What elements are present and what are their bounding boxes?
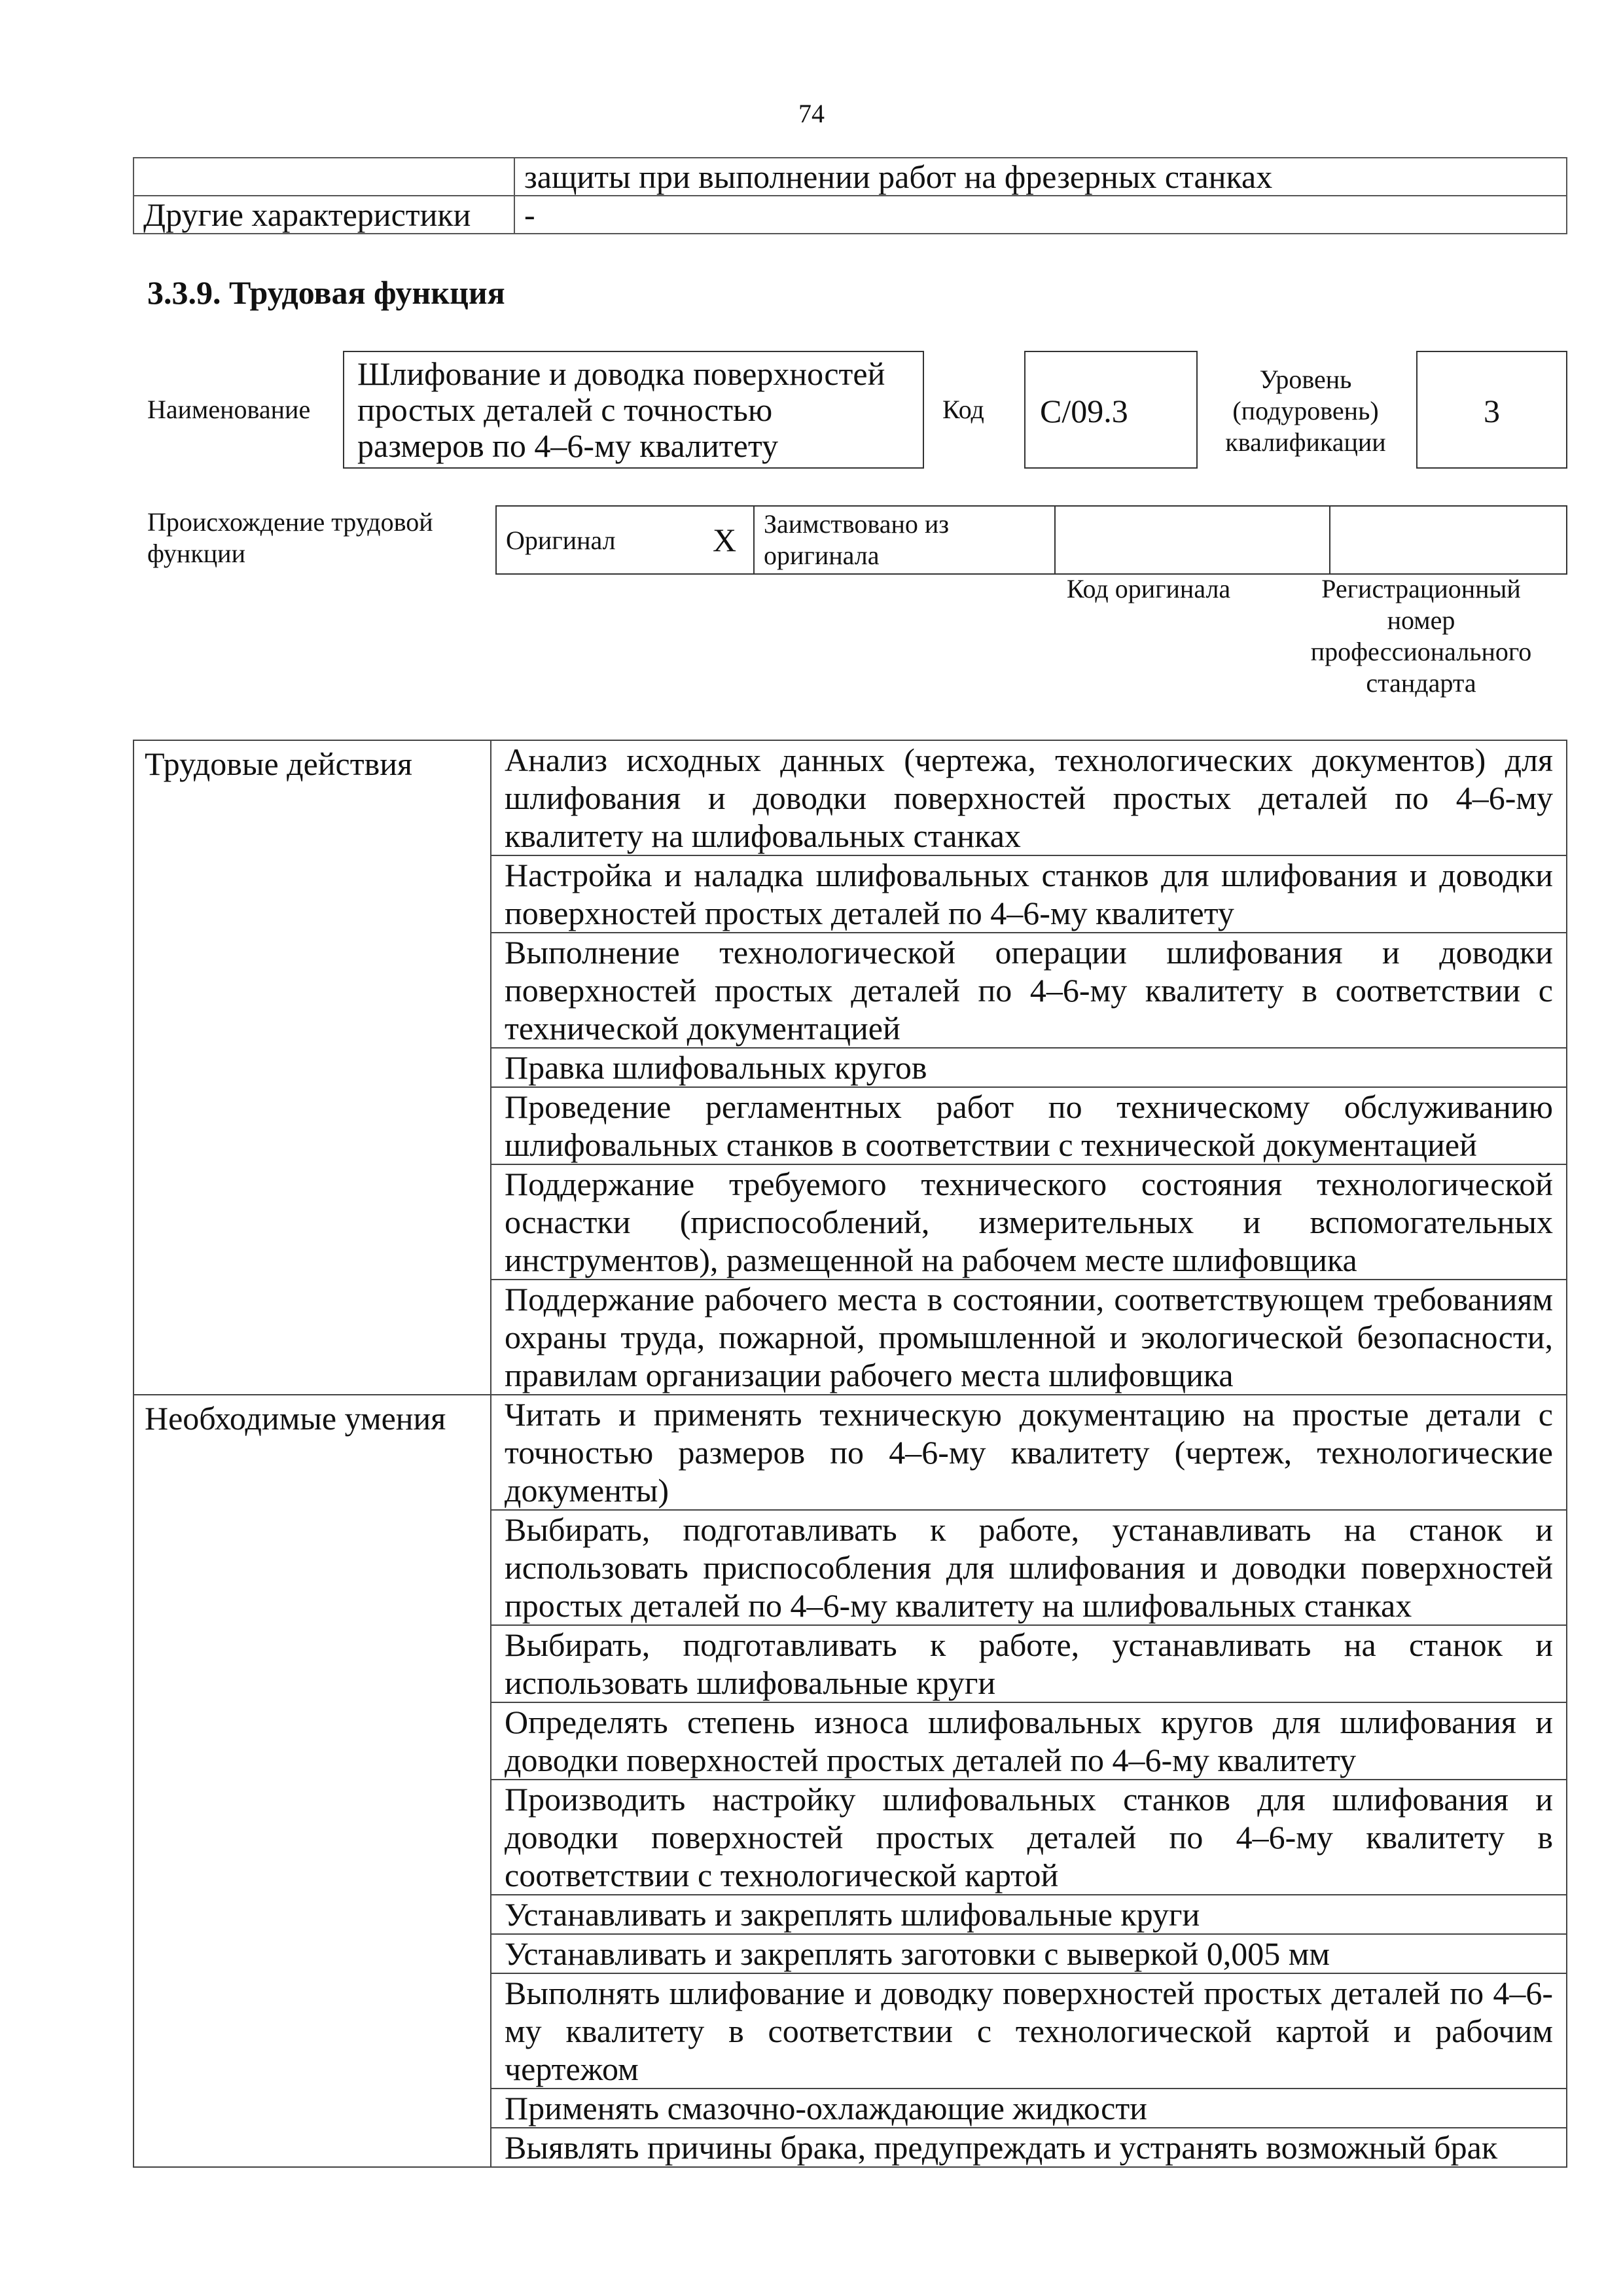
- action-item: Выполнение технологической операции шлифования и доводки поверхностей простых деталей по 4–6-му квалитету в соответствии с технической документацией: [491, 933, 1567, 1048]
- skill-item: Производить настройку шлифовальных станков для шлифования и доводки поверхностей простых деталей по 4–6-му квалитету в соответствии с технологической картой: [491, 1780, 1567, 1895]
- function-name-line: простых деталей с точностью: [357, 391, 773, 428]
- skills-group: [134, 1395, 1567, 2167]
- origin-label-line: Происхождение трудовой: [147, 507, 433, 537]
- level-label-line: квалификации: [1225, 427, 1386, 457]
- table-row: [496, 506, 1567, 574]
- table-row: [134, 158, 1567, 196]
- table-row: [134, 196, 1567, 234]
- action-item: Правка шлифовальных кругов: [491, 1048, 1567, 1087]
- row-label: Другие характеристики: [134, 196, 514, 234]
- action-item: Поддержание рабочего места в состоянии, соответствующем требованиям охраны труда, пожарной, промышленной и экологической безопасности, правилам организации рабочего места шлифовщика: [491, 1280, 1567, 1395]
- borrowed-line: оригинала: [764, 541, 880, 570]
- skills-label: Необходимые умения: [134, 1395, 491, 2167]
- skill-item: Читать и применять техническую документацию на простые детали с точностью размеров по 4–6-му квалитету (чертеж, технологические документы): [491, 1395, 1567, 1510]
- action-item: Поддержание требуемого технического состояния технологической оснастки (приспособлений, измерительных и вспомогательных инструментов), размещенной на рабочем месте шлифовщика: [491, 1164, 1567, 1280]
- reg-number-cell: [1330, 506, 1567, 574]
- function-name-line: Шлифование и доводка поверхностей: [357, 355, 885, 392]
- function-name-line: размеров по 4–6-му квалитету: [357, 427, 779, 464]
- level-label-line: Уровень: [1259, 365, 1352, 394]
- borrowed-line: Заимствовано из: [764, 509, 950, 539]
- skill-item: Устанавливать и закреплять шлифовальные круги: [491, 1895, 1567, 1934]
- original-mark: X: [696, 506, 754, 574]
- code-label: Код: [942, 395, 984, 424]
- function-name-box: [343, 351, 924, 469]
- skill-item: Выбирать, подготавливать к работе, устанавливать на станок и использовать приспособления для шлифования и доводки поверхностей простых деталей по 4–6-му квалитету на шлифовальных станках: [491, 1510, 1567, 1625]
- empty-cell: [134, 158, 514, 196]
- level-label: [1207, 364, 1404, 458]
- code-original-cell: [1055, 506, 1330, 574]
- reg-number-line: Регистрационный: [1321, 574, 1521, 603]
- skill-item: Выполнять шлифование и доводку поверхностей простых деталей по 4–6-му квалитету в соответствии с технологической картой и рабочим чертежом: [491, 1973, 1567, 2089]
- origin-table: [495, 505, 1567, 575]
- section-heading: 3.3.9. Трудовая функция: [147, 274, 505, 311]
- reg-number-line: номер: [1387, 605, 1455, 635]
- origin-label-line: функции: [147, 539, 245, 568]
- original-cell: Оригинал: [496, 506, 696, 574]
- skill-item: Определять степень износа шлифовальных кругов для шлифования и доводки поверхностей простых деталей по 4–6-му квалитету: [491, 1702, 1567, 1780]
- page-number: 74: [798, 99, 825, 128]
- reg-number-line: профессионального: [1310, 637, 1532, 666]
- row-value: защиты при выполнении работ на фрезерных станках: [514, 158, 1567, 196]
- table-row: [134, 1395, 1567, 1510]
- level-label-line: (подуровень): [1232, 396, 1379, 425]
- table-row: [134, 740, 1567, 855]
- skill-item: Выбирать, подготавливать к работе, устанавливать на станок и использовать шлифовальные круги: [491, 1625, 1567, 1702]
- actions-label: Трудовые действия: [134, 740, 491, 1395]
- origin-label: [147, 507, 433, 569]
- reg-number-line: стандарта: [1366, 668, 1476, 698]
- row-value: -: [514, 196, 1567, 234]
- action-item: Анализ исходных данных (чертежа, технологических документов) для шлифования и доводки поверхностей простых деталей по 4–6-му квалитету на шлифовальных станках: [491, 740, 1567, 855]
- actions-group: [134, 740, 1567, 1395]
- code-box: C/09.3: [1024, 351, 1198, 469]
- reg-number-caption: [1275, 573, 1567, 699]
- skill-item: Применять смазочно-охлаждающие жидкости: [491, 2089, 1567, 2128]
- code-original-caption: Код оригинала: [1066, 574, 1231, 603]
- top-continuation-table: [133, 157, 1567, 234]
- skill-item: Выявлять причины брака, предупреждать и устранять возможный брак: [491, 2128, 1567, 2167]
- skill-item: Устанавливать и закреплять заготовки с выверкой 0,005 мм: [491, 1934, 1567, 1973]
- action-item: Настройка и наладка шлифовальных станков для шлифования и доводки поверхностей простых деталей по 4–6-му квалитету: [491, 855, 1567, 933]
- main-table: [133, 740, 1567, 2168]
- borrowed-cell: [754, 506, 1055, 574]
- level-box: 3: [1416, 351, 1567, 469]
- action-item: Проведение регламентных работ по техническому обслуживанию шлифовальных станков в соответствии с технической документацией: [491, 1087, 1567, 1164]
- name-label: Наименование: [147, 395, 311, 424]
